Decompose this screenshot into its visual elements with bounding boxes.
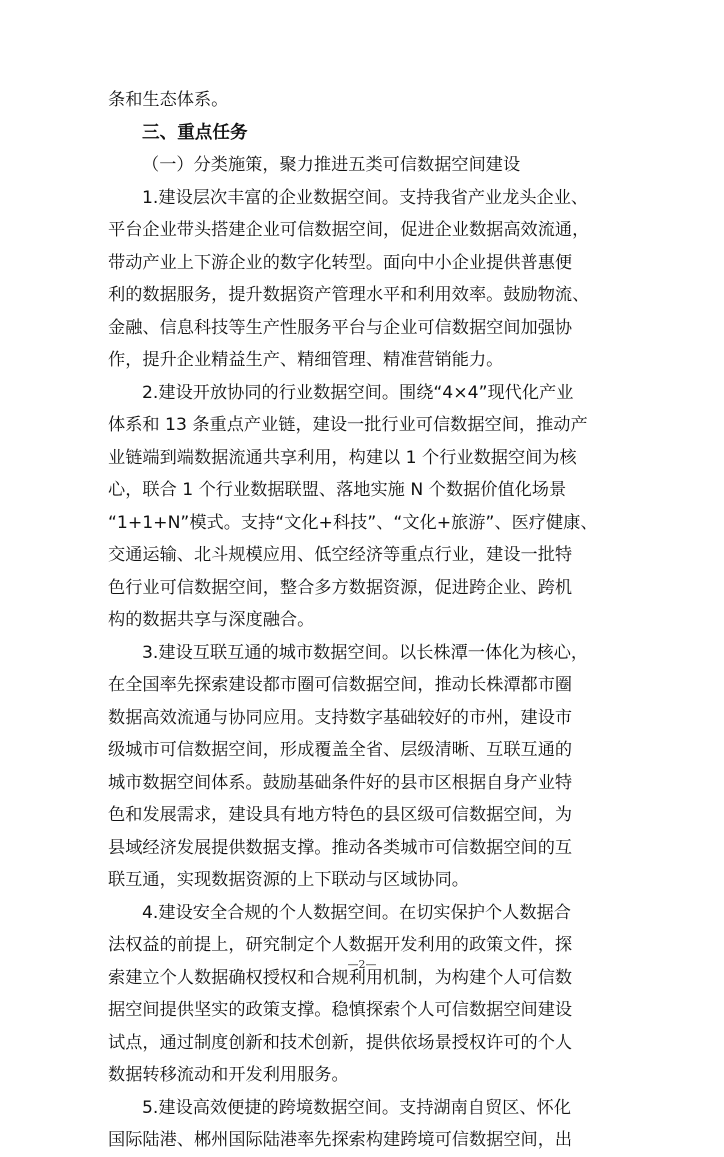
paragraph-line: 色行业可信数据空间，整合多方数据资源，促进跨企业、跨机	[108, 577, 573, 598]
paragraph-line: 构的数据共享与深度融合。	[108, 610, 315, 630]
page-number: —2—	[347, 958, 377, 971]
body-text	[108, 84, 620, 1157]
paragraph-line: 利的数据服务，提升数据资产管理水平和利用效率。鼓励物流、	[108, 285, 590, 305]
subsection-heading: （一）分类施策，聚力推进五类可信数据空间建设	[142, 155, 521, 175]
paragraph-line: 心，联合 1 个行业数据联盟、落地实施 N 个数据价值化场景	[108, 480, 567, 500]
section-heading: 三、重点任务	[142, 122, 248, 143]
paragraph-line: 法权益的前提上，研究制定个人数据开发利用的政策文件，探	[108, 935, 573, 955]
paragraph-line: 数据转移流动和开发利用服务。	[108, 1065, 349, 1085]
paragraph-line: 2.建设开放协同的行业数据空间。围绕“4×4”现代化产业	[142, 382, 574, 403]
paragraph-line: 1.建设层次丰富的企业数据空间。支持我省产业龙头企业、	[142, 187, 589, 208]
paragraph-line: 国际陆港、郴州国际陆港率先探索构建跨境可信数据空间，出	[108, 1130, 573, 1150]
paragraph-line: 3.建设互联互通的城市数据空间。以长株潭一体化为核心，	[142, 642, 589, 663]
paragraph-line: 据空间提供坚实的政策支撑。稳慎探索个人可信数据空间建设	[108, 1000, 573, 1020]
paragraph-line: 色和发展需求，建设具有地方特色的县区级可信数据空间，为	[108, 805, 573, 825]
paragraph-line: 条和生态体系。	[108, 90, 229, 110]
paragraph-line: 城市数据空间体系。鼓励基础条件好的县市区根据自身产业特	[108, 772, 573, 793]
paragraph-line: 级城市可信数据空间，形成覆盖全省、层级清晰、互联互通的	[108, 740, 573, 760]
paragraph-line: 4.建设安全合规的个人数据空间。在切实保护个人数据合	[142, 902, 571, 923]
paragraph-line: 5.建设高效便捷的跨境数据空间。支持湖南自贸区、怀化	[142, 1097, 571, 1118]
paragraph-line: 业链端到端数据流通共享利用，构建以 1 个行业数据空间为核	[108, 447, 577, 468]
paragraph-line: 金融、信息科技等生产性服务平台与企业可信数据空间加强协	[108, 317, 573, 338]
paragraph-line: 县域经济发展提供数据支撑。推动各类城市可信数据空间的互	[108, 837, 573, 858]
paragraph-line: 作，提升企业精益生产、精细管理、精准营销能力。	[108, 350, 504, 370]
paragraph-line: 索建立个人数据确权授权和合规利用机制，为构建个人可信数	[108, 967, 573, 988]
paragraph-line: 试点，通过制度创新和技术创新，提供依场景授权许可的个人	[108, 1032, 573, 1053]
paragraph-line: 联互通，实现数据资源的上下联动与区域协同。	[108, 870, 469, 890]
paragraph-line: 交通运输、北斗规模应用、低空经济等重点行业，建设一批特	[108, 545, 573, 565]
paragraph-line: 数据高效流通与协同应用。支持数字基础较好的市州，建设市	[108, 707, 573, 728]
paragraph-line: “1+1+N”模式。支持“文化+科技”、“文化+旅游”、医疗健康、	[108, 512, 598, 533]
paragraph-line: 体系和 13 条重点产业链，建设一批行业可信数据空间，推动产	[108, 415, 588, 435]
paragraph-line: 在全国率先探索建设都市圈可信数据空间，推动长株潭都市圈	[108, 675, 573, 695]
paragraph-line: 带动产业上下游企业的数字化转型。面向中小企业提供普惠便	[108, 252, 573, 273]
paragraph-line: 平台企业带头搭建企业可信数据空间，促进企业数据高效流通，	[108, 220, 590, 240]
